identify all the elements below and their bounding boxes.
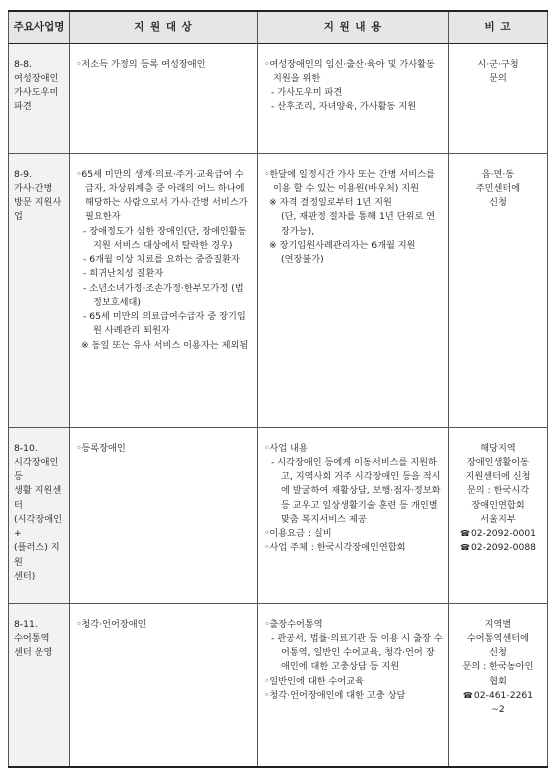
program-name-line: 방문 지원사업 [14, 197, 62, 223]
note-line: 시·군·구청 [477, 58, 519, 70]
content-cell [258, 603, 449, 767]
content-dash-item: - 시각장애인 등에게 이동서비스를 지원하고, 지역사회 거주 시각장애인 등을 적시에 발굴하여 재활상담, 보행·점자·정보화 등 교우고 일상생활기술 훈련 등 개인별 맞춤 복지서비스 제공 [271, 456, 441, 525]
note-line: 신청 [489, 647, 507, 658]
program-number: 8-10. [14, 442, 38, 454]
bullet-icon: ◦ [76, 168, 82, 180]
bullet-icon: ◦ [264, 168, 270, 180]
program-name-line: 수어통역 [14, 632, 50, 644]
program-name-line: 생활 지원센터 [14, 485, 62, 511]
content-reference-note: ※ 장기입원사례관리자는 6개월 지원 [269, 239, 416, 251]
bullet-icon: ◦ [76, 618, 82, 630]
content-cell [258, 43, 449, 153]
note-line: 문의 : 한국시각 [466, 485, 530, 497]
note-line: 서울지부 [480, 513, 516, 525]
note-line: 장애인생활이동 [466, 456, 530, 468]
note-line: 주민센터에 [475, 182, 521, 194]
table-row [9, 603, 548, 767]
content-reference-note: ※ 자격 결정일로부터 1년 지원 [269, 197, 392, 208]
program-name-line: 가사·간병 [14, 182, 53, 194]
header-program: 주요사업명 [9, 11, 70, 43]
program-name-cell [9, 427, 70, 603]
program-name-cell [9, 603, 70, 767]
content-cell [258, 427, 449, 603]
note-line: 문의 [489, 72, 507, 84]
note-line: 신청 [489, 197, 507, 208]
header-content: 지 원 내 용 [258, 11, 449, 43]
content-bullet: ◦한달에 일정시간 가사 또는 간병 서비스를 이용 할 수 있는 이용원(바우처) 지원 [264, 168, 435, 194]
note-line: 지원센터에 신청 [465, 471, 531, 482]
note-cell [449, 153, 548, 427]
note-line: ~2 [491, 704, 505, 715]
bullet-icon: ◦ [264, 618, 270, 630]
bullet-icon: ◦ [264, 528, 270, 539]
program-name-line: 파견 [14, 101, 32, 113]
program-name-line: 센터 운영 [14, 647, 53, 658]
content-bullet: ◦사업 내용 [264, 442, 308, 454]
target-bullet: ◦등록장애인 [76, 442, 126, 454]
note-line: 해당지역 [480, 442, 516, 454]
content-bullet: ◦일반인에 대한 수어교육 [264, 675, 365, 687]
note-line: 읍·면·동 [481, 168, 515, 180]
target-dash-item: - 65세 미만의 의료급여수급자 중 장기입원 사례관리 퇴원자 [83, 311, 246, 337]
content-reference-detail: (연장불가) [281, 254, 324, 265]
content-reference-detail: (단, 재판정 절차를 통해 1년 단위로 연장가능), [281, 211, 436, 237]
note-cell [449, 427, 548, 603]
note-line: 지역별 [484, 618, 512, 630]
target-bullet: ◦65세 미만의 생계·의료·주거·교육급여 수급자, 차상위계층 중 아래의 어느 하나에 해당하는 사람으로서 가사·간병 서비스가 필요한자 [76, 168, 248, 223]
program-name-line: (시각장애인 + [14, 513, 62, 539]
target-dash-item: - 장애정도가 심한 장애인(단, 장애인활동지원 서비스 대상에서 탈락한 경우) [83, 225, 247, 251]
note-cell [449, 43, 548, 153]
support-programs-table [8, 10, 548, 768]
content-dash-item: - 가사도우미 파견 [271, 87, 343, 98]
phone-number: ☎ 02-461-2261 [452, 689, 544, 703]
target-bullet: ◦청각·언어장애인 [76, 618, 147, 630]
table-row [9, 427, 548, 603]
note-line: 수어통역센터에 [466, 632, 530, 644]
table-row [9, 43, 548, 153]
note-line: 문의 : 한국농아인 [462, 661, 534, 673]
bullet-icon: ◦ [264, 442, 270, 454]
target-bullet: ◦저소득 가정의 등록 여성장애인 [76, 58, 206, 70]
content-dash-item: - 산후조리, 자녀양육, 가사활동 지원 [271, 101, 417, 113]
target-dash-item: - 6개월 이상 치료를 요하는 중증질환자 [83, 254, 240, 265]
bullet-icon: ◦ [264, 542, 270, 554]
program-number: 8-8. [14, 58, 32, 70]
note-line: 장애인연합회 [471, 499, 525, 511]
target-dash-item: - 희귀난치성 질환자 [83, 268, 164, 280]
bullet-icon: ◦ [76, 58, 82, 70]
bullet-icon: ◦ [264, 689, 270, 701]
note-line: 협회 [489, 675, 507, 687]
bullet-icon: ◦ [264, 58, 270, 70]
phone-number: ☎ 02-2092-0001 [452, 527, 544, 541]
table-header-row [9, 11, 548, 43]
content-dash-item: - 관공서, 법률·의료기관 등 이용 시 출장 수어통역, 일반인 수어교육, 청각·언어 장애인에 대한 고충상담 등 지원 [271, 632, 443, 673]
note-cell [449, 603, 548, 767]
target-cell [70, 603, 258, 767]
content-bullet: ◦여성장애인의 임신·출산·육아 및 가사활동 지원을 위한 [264, 58, 435, 84]
target-cell [70, 43, 258, 153]
program-name-cell [9, 153, 70, 427]
content-cell [258, 153, 449, 427]
program-name-line: 여성장애인 [14, 72, 59, 84]
bullet-icon: ◦ [264, 675, 270, 687]
target-dash-item: - 소년소녀가정·조손가정·한부모가정 (법정보호세대) [83, 282, 244, 308]
program-name-line: 센터) [14, 570, 36, 582]
program-number: 8-9. [14, 168, 32, 180]
target-cell [70, 153, 258, 427]
program-name-line: 가사도우미 [14, 87, 59, 98]
target-reference-note: ※ 동일 또는 유사 서비스 이용자는 제외됨 [81, 339, 249, 351]
program-number: 8-11. [14, 618, 38, 630]
content-bullet: ◦사업 주체 : 한국시각장애인연합회 [264, 542, 406, 554]
target-cell [70, 427, 258, 603]
bullet-icon: ◦ [76, 442, 82, 454]
header-target: 지 원 대 상 [70, 11, 258, 43]
table-row [9, 153, 548, 427]
header-note: 비 고 [449, 11, 548, 43]
content-bullet: ◦이용요금 : 실비 [264, 528, 332, 539]
content-bullet: ◦청각·언어장애인에 대한 고충 상담 [264, 689, 406, 701]
content-bullet: ◦출장수어통역 [264, 618, 323, 630]
program-name-line: 시각장애인 등 [14, 456, 59, 482]
program-name-cell [9, 43, 70, 153]
program-name-line: (플러스) 지원 [14, 542, 60, 568]
phone-number: ☎ 02-2092-0088 [452, 541, 544, 555]
